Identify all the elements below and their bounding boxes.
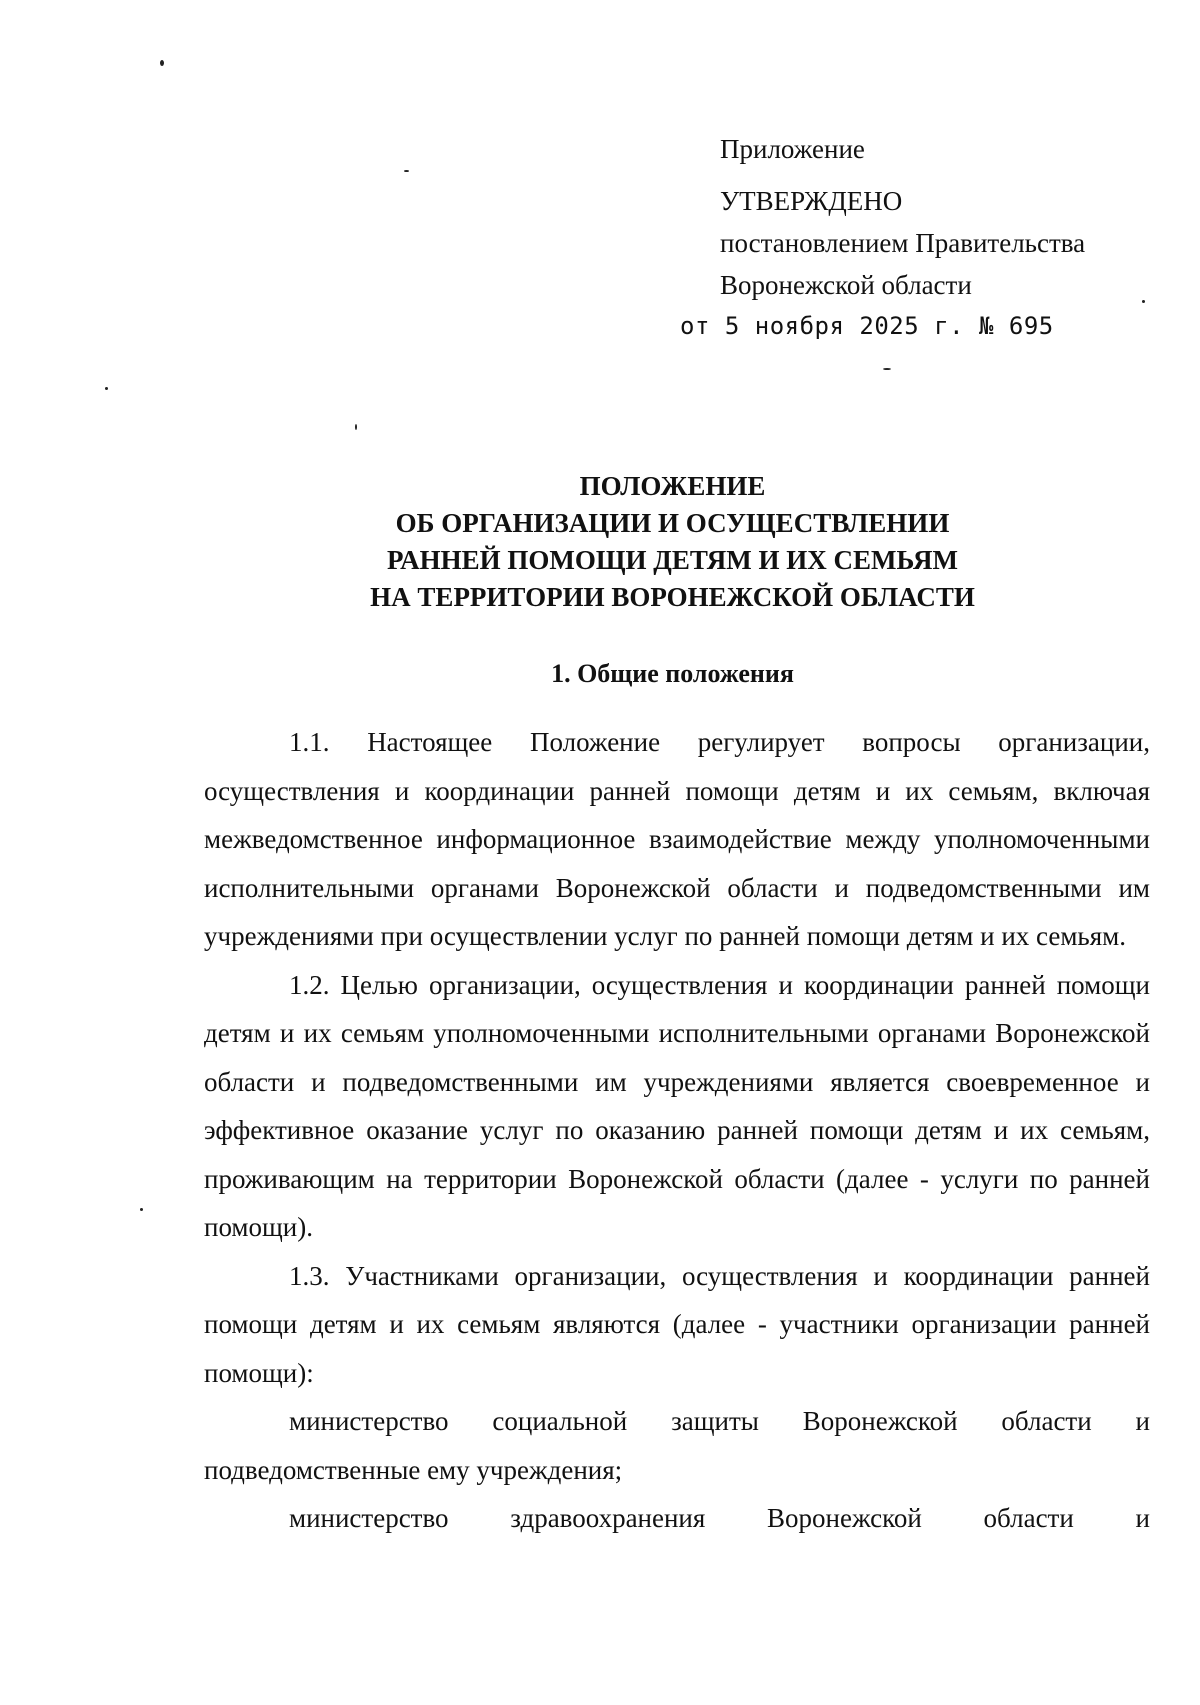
title-line-1: ПОЛОЖЕНИЕ bbox=[579, 471, 766, 501]
appendix-label: Приложение bbox=[720, 134, 865, 164]
scan-speck bbox=[883, 368, 891, 370]
list-item-social-protection: министерство социальной защиты Воронежской области и подведомственные ему учреждения; bbox=[204, 1406, 1150, 1485]
title-line-3: РАННЕЙ ПОМОЩИ ДЕТЯМ И ИХ СЕМЬЯМ bbox=[387, 545, 958, 575]
paragraph-1-1: 1.1. Настоящее Положение регулирует вопросы организации, осуществления и координации ранней помощи детям и их семьям, включая межведомственное информационное взаимодействие между уполномоченными исполнительными органами Воронежской области и подведомственными им учреждениями при осуществлении услуг по ранней помощи детям и их семьям. bbox=[204, 727, 1150, 951]
approved-by-line-2: Воронежской области bbox=[720, 270, 972, 300]
section-heading: 1. Общие положения bbox=[551, 659, 794, 688]
title-line-2: ОБ ОРГАНИЗАЦИИ И ОСУЩЕСТВЛЕНИИ bbox=[395, 508, 950, 538]
document-title bbox=[0, 468, 1200, 616]
approved-by-line-1: постановлением Правительства bbox=[720, 228, 1086, 258]
scan-speck bbox=[105, 387, 108, 390]
paragraph-1-2: 1.2. Целью организации, осуществления и координации ранней помощи детям и их семьям уполномоченными исполнительными органами Воронежской области и подведомственными им учреждениями является своевременное и эффективное оказание услуг по оказанию ранней помощи детям и их семьям, проживающим на территории Воронежской области (далее - услуги по ранней помощи). bbox=[204, 969, 1150, 1242]
scan-speck bbox=[355, 424, 357, 430]
approved-stamp-text: УТВЕРЖДЕНО bbox=[720, 186, 903, 216]
scan-speck bbox=[1142, 300, 1145, 303]
scan-speck bbox=[140, 1208, 143, 1211]
scan-speck bbox=[404, 170, 409, 172]
decree-date-number: от 5 ноября 2025 г. № 695 bbox=[680, 312, 1054, 340]
title-line-4: НА ТЕРРИТОРИИ ВОРОНЕЖСКОЙ ОБЛАСТИ bbox=[370, 582, 975, 612]
paragraph-1-3: 1.3. Участниками организации, осуществления и координации ранней помощи детям и их семьям являются (далее - участники организации ранней помощи): bbox=[204, 1260, 1150, 1388]
document-body bbox=[204, 718, 1150, 1543]
scan-speck bbox=[160, 60, 164, 66]
list-item-healthcare: министерство здравоохранения Воронежской области и bbox=[289, 1503, 1150, 1533]
approval-block bbox=[680, 128, 1086, 340]
